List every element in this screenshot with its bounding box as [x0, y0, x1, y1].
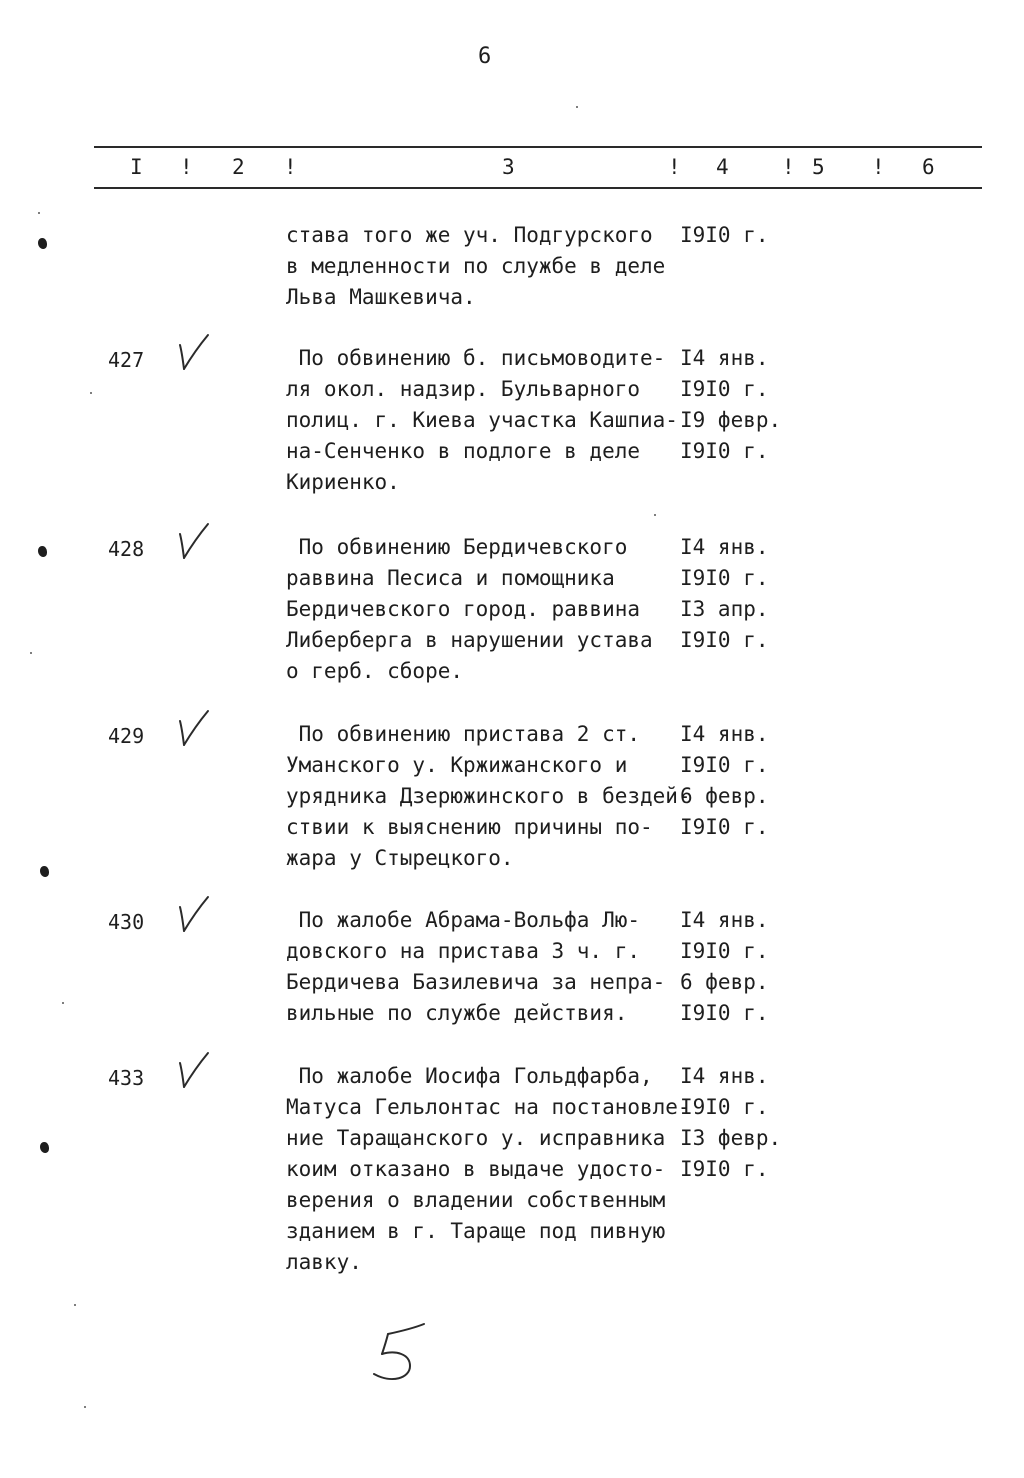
handwritten-mark-icon	[366, 1320, 436, 1386]
scan-speck	[576, 106, 578, 108]
entry-date-line: I9I0 г.	[680, 377, 769, 401]
header-col-1: I	[130, 155, 143, 179]
checkmark-icon	[172, 707, 216, 751]
entry-description-line: верения о владении собственным	[286, 1188, 666, 1212]
entry-description-line: полиц. г. Киева участка Кашпиа-	[286, 408, 678, 432]
entry-number: 428	[108, 537, 145, 561]
header-separator: !	[284, 155, 297, 179]
header-separator: !	[668, 155, 681, 179]
entry-number: 433	[108, 1066, 145, 1090]
entry-date-line: I9I0 г.	[680, 753, 769, 777]
entry-description-line: Уманского у. Кржижанского и	[286, 753, 628, 777]
entry-description-line: лавку.	[286, 1250, 362, 1274]
scan-speck	[90, 392, 92, 394]
entry-description-line: коим отказано в выдаче удосто-	[286, 1157, 666, 1181]
entry-description-line: По обвинению б. письмоводите-	[286, 346, 666, 370]
entry-number: 430	[108, 910, 145, 934]
entry-number: 427	[108, 348, 145, 372]
header-col-6: 6	[922, 155, 935, 179]
header-col-4: 4	[716, 155, 729, 179]
header-separator: !	[782, 155, 795, 179]
scan-speck	[654, 514, 656, 516]
entry-description-line: ствии к выяснению причины по-	[286, 815, 653, 839]
entry-description-line: вильные по службе действия.	[286, 1001, 628, 1025]
entry-date-line: I9I0 г.	[680, 628, 769, 652]
entry-date-line: I3 апр.	[680, 597, 769, 621]
entry-description-line: става того же уч. Подгурского	[286, 223, 653, 247]
margin-punch-mark	[38, 238, 47, 249]
entry-date-line: I9I0 г.	[680, 939, 769, 963]
entry-date-line: I3 февр.	[680, 1126, 782, 1150]
entry-description-line: Бердичевского город. раввина	[286, 597, 641, 621]
entry-description-line: ля окол. надзир. Бульварного	[286, 377, 641, 401]
entry-description-line: жара у Стырецкого.	[286, 846, 514, 870]
entry-date-line: I9I0 г.	[680, 1095, 769, 1119]
entry-description-line: Льва Машкевича.	[286, 285, 476, 309]
entry-description-line: в медленности по службе в деле	[286, 254, 666, 278]
entry-date-line: I4 янв.	[680, 908, 769, 932]
header-col-3: 3	[502, 155, 515, 179]
entry-date-line: I9I0 г.	[680, 815, 769, 839]
entry-date-line: I9I0 г.	[680, 566, 769, 590]
header-separator: !	[180, 155, 193, 179]
entry-date-line: I4 янв.	[680, 535, 769, 559]
entry-description-line: раввина Песиса и помощника	[286, 566, 615, 590]
entry-description-line: По обвинению пристава 2 ст.	[286, 722, 641, 746]
scan-speck	[62, 1002, 64, 1004]
entry-description-line: ние Таращанского у. исправника	[286, 1126, 666, 1150]
entry-description-line: о герб. сборе.	[286, 659, 464, 683]
header-separator: !	[872, 155, 885, 179]
checkmark-icon	[172, 520, 216, 564]
checkmark-icon	[172, 1049, 216, 1093]
entry-date-line: I9I0 г.	[680, 1157, 769, 1181]
entry-date-line: I4 янв.	[680, 722, 769, 746]
entry-description-line: зданием в г. Тараще под пивную	[286, 1219, 666, 1243]
table-header-bottom-rule	[94, 187, 982, 189]
entry-date-line: I9I0 г.	[680, 1001, 769, 1025]
margin-punch-mark	[38, 546, 47, 557]
header-col-2: 2	[232, 155, 245, 179]
entry-description-line: Матуса Гельлонтас на постановле-	[286, 1095, 691, 1119]
page-number: 6	[478, 44, 492, 69]
entry-description-line: на-Сенченко в подлоге в деле	[286, 439, 641, 463]
entry-description-line: По жалобе Иосифа Гольдфарба,	[286, 1064, 653, 1088]
entry-date-line: I9I0 г.	[680, 223, 769, 247]
scan-speck	[74, 1304, 76, 1306]
header-col-5: 5	[812, 155, 825, 179]
margin-punch-mark	[40, 866, 49, 877]
entry-description-line: урядника Дзерюжинского в бездей-	[286, 784, 691, 808]
scan-speck	[30, 652, 32, 654]
entry-number: 429	[108, 724, 145, 748]
entry-date-line: 6 февр.	[680, 970, 769, 994]
entry-date-line: I9 февр.	[680, 408, 782, 432]
entry-description-line: По жалобе Абрама-Вольфа Лю-	[286, 908, 641, 932]
checkmark-icon	[172, 893, 216, 937]
scan-speck	[38, 212, 40, 214]
entry-description-line: Либерберга в нарушении устава	[286, 628, 653, 652]
table-header-top-rule	[94, 146, 982, 148]
entry-date-line: I4 янв.	[680, 1064, 769, 1088]
entry-description-line: Бердичева Базилевича за непра-	[286, 970, 666, 994]
margin-punch-mark	[40, 1142, 49, 1153]
entry-description-line: По обвинению Бердичевского	[286, 535, 628, 559]
entry-description-line: Кириенко.	[286, 470, 400, 494]
entry-description-line: довского на пристава 3 ч. г.	[286, 939, 641, 963]
entry-date-line: I9I0 г.	[680, 439, 769, 463]
scan-speck	[84, 1406, 86, 1408]
checkmark-icon	[172, 331, 216, 375]
entry-date-line: I4 янв.	[680, 346, 769, 370]
entry-date-line: 6 февр.	[680, 784, 769, 808]
